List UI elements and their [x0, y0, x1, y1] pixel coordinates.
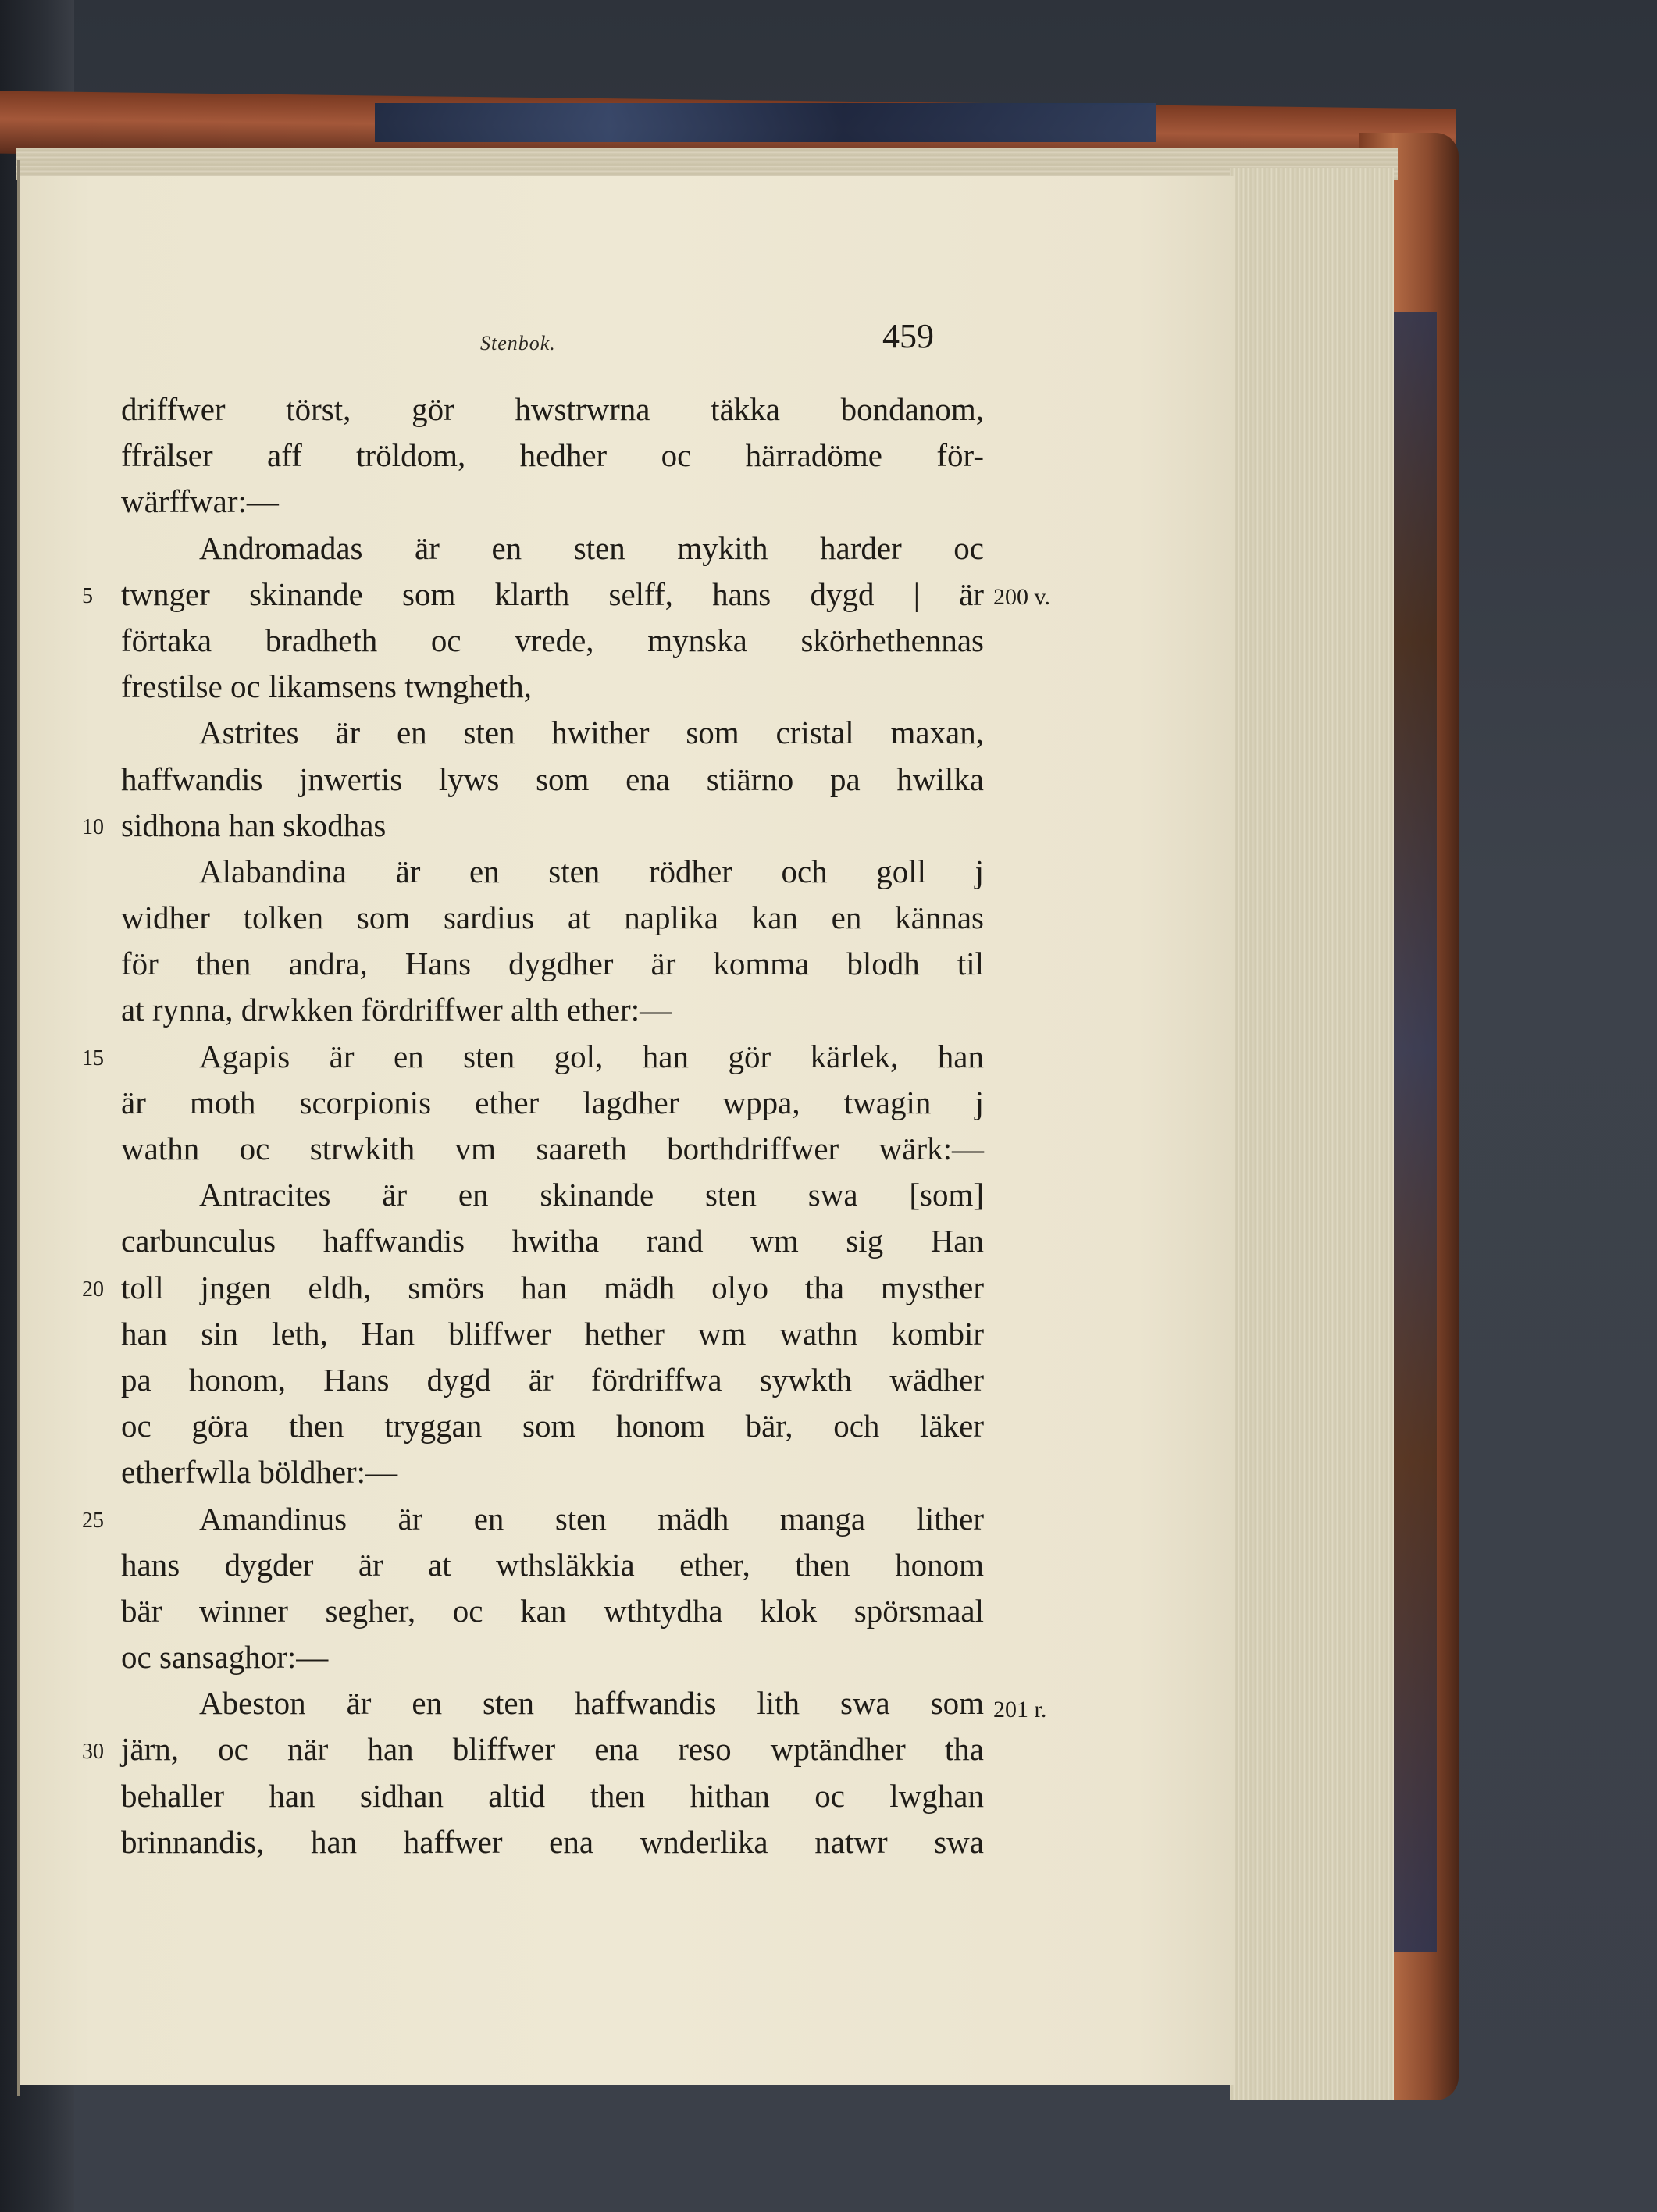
text-line: Alabandina är en sten rödher och goll j	[199, 853, 984, 889]
line-number: 15	[82, 1046, 104, 1070]
text-line: at rynna, drwkken fördriffwer alth ether:—	[121, 992, 672, 1028]
text-line: förtaka bradheth oc vrede, mynska skörhethennas	[121, 622, 984, 658]
body-text	[121, 386, 984, 1865]
text-line: widher tolken som sardius at naplika kan en kännas	[121, 899, 984, 936]
text-line: wärffwar:—	[121, 483, 279, 520]
folio-reference: 201 r.	[993, 1697, 1047, 1722]
line-number: 5	[82, 584, 93, 608]
text-line: driffwer törst, gör hwstrwrna täkka bondanom,	[121, 391, 984, 427]
folio-reference: 200 v.	[993, 584, 1051, 610]
text-line: ffrälser aff tröldom, hedher oc härradöme för-	[121, 437, 984, 474]
text-line: oc sansaghor:—	[121, 1639, 329, 1676]
page-number: 459	[882, 317, 934, 355]
text-line: frestilse oc likamsens twngheth,	[121, 668, 533, 705]
text-line: etherfwlla böldher:—	[121, 1454, 398, 1491]
text-line: sidhona han skodhas	[121, 807, 387, 843]
text-line: är moth scorpionis ether lagdher wppa, twagin j	[121, 1084, 984, 1120]
text-line: han sin leth, Han bliffwer hether wm wathn kombir	[121, 1315, 984, 1352]
text-line: oc göra then tryggan som honom bär, och läker	[121, 1408, 984, 1444]
text-line: Astrites är en sten hwither som cristal maxan,	[199, 714, 984, 751]
page-header	[480, 316, 949, 371]
text-line: brinnandis, han haffwer ena wnderlika natwr swa	[121, 1823, 984, 1860]
text-line: pa honom, Hans dygd är fördriffwa sywkth wädher	[121, 1361, 984, 1398]
text-line: järn, oc när han bliffwer ena reso wptändher tha	[121, 1731, 984, 1768]
gutter	[17, 160, 20, 2096]
text-line: Amandinus är en sten mädh manga lither	[199, 1500, 984, 1537]
text-line: Agapis är en sten gol, han gör kärlek, han	[199, 1038, 984, 1074]
page-block-fore-edge	[1230, 168, 1394, 2100]
running-head: Stenbok.	[480, 332, 556, 354]
text-line: twnger skinande som klarth selff, hans dygd | är	[121, 575, 984, 612]
page-block-top-edge	[16, 148, 1398, 180]
text-line: Abeston är en sten haffwandis lith swa som	[199, 1685, 984, 1722]
text-line: Antracites är en skinande sten swa [som]	[199, 1177, 984, 1213]
text-line: bär winner segher, oc kan wthtydha klok spörsmaal	[121, 1592, 984, 1629]
text-line: toll jngen eldh, smörs han mädh olyo tha mysther	[121, 1269, 984, 1305]
text-line: behaller han sidhan altid then hithan oc lwghan	[121, 1777, 984, 1814]
marbled-top-edge	[375, 103, 1156, 142]
line-number: 20	[82, 1277, 104, 1302]
text-line: för then andra, Hans dygdher är komma blodh til	[121, 946, 984, 982]
marbled-right-edge	[1392, 312, 1437, 1952]
text-line: haffwandis jnwertis lyws som ena stiärno pa hwilka	[121, 760, 984, 797]
line-number: 10	[82, 815, 104, 839]
text-line: wathn oc strwkith vm saareth borthdriffwer wärk:—	[121, 1131, 984, 1167]
line-number: 30	[82, 1740, 104, 1764]
text-line: hans dygder är at wthsläkkia ether, then honom	[121, 1546, 984, 1583]
text-line: Andromadas är en sten mykith harder oc	[199, 529, 984, 566]
line-number: 25	[82, 1509, 104, 1533]
text-line: carbunculus haffwandis hwitha rand wm sig Han	[121, 1223, 984, 1259]
